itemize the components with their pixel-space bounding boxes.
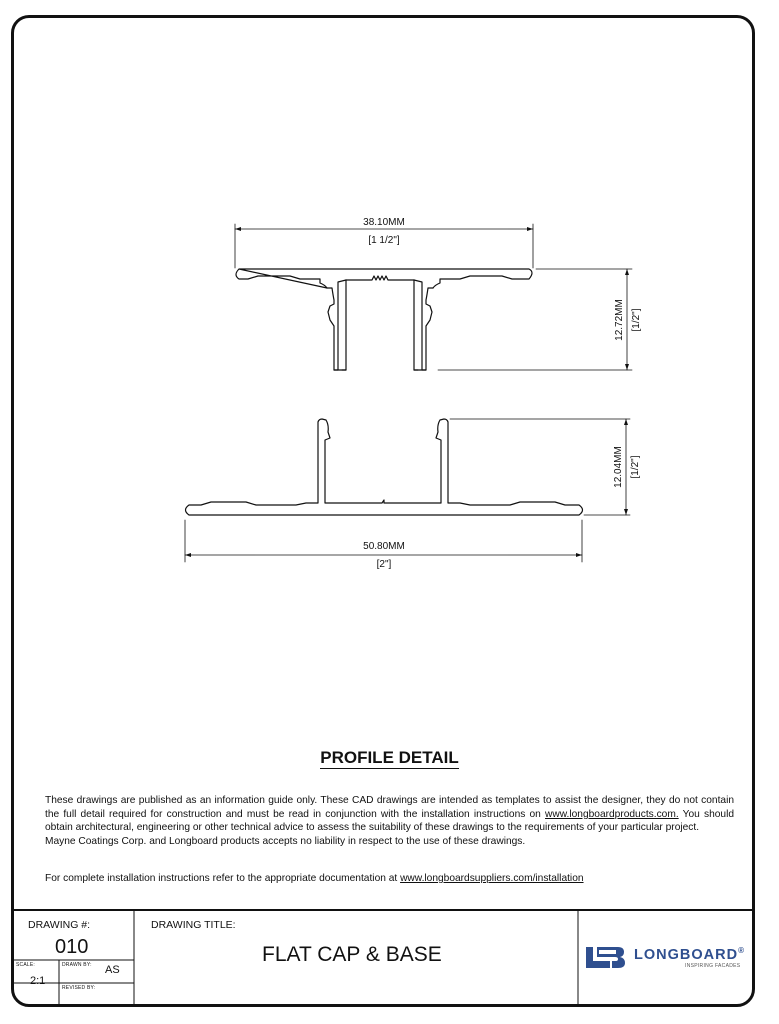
- logo-wordmark: LONGBOARD®: [634, 946, 745, 963]
- base-width-mm: 50.80MM: [363, 541, 405, 552]
- dimension-lines: [185, 224, 632, 562]
- revised-by-label: REVISED BY:: [62, 985, 96, 991]
- longboardproducts-link[interactable]: www.longboardproducts.com.: [545, 808, 679, 820]
- section-title: PROFILE DETAIL: [320, 748, 459, 767]
- logo-tagline: INSPIRING FACADES: [685, 963, 741, 969]
- drawing-number: 010: [55, 936, 89, 958]
- drawing-title: FLAT CAP & BASE: [262, 943, 442, 966]
- base-width-in: [2"]: [376, 559, 392, 570]
- cap-width-in: [1 1/2"]: [368, 235, 400, 246]
- base-height-mm: 12.04MM: [613, 446, 624, 488]
- disclaimer-text: These drawings are published as an information guide only. These CAD drawings are intended as templates to assist the designer, they do not contain the full detail required for construction and must be read in conjunction with the installation instructions on www.longboardproducts.com. You should obtain architectural, engineering or other technical advice to assess the suitability of these drawings to the requirements of your particular project. Mayne Coatings Corp. and Longboard products accepts no liability in respect to the use of these drawings.: [45, 795, 735, 847]
- installation-link[interactable]: www.longboardsuppliers.com/installation: [400, 873, 584, 884]
- base-profile: [186, 419, 583, 515]
- longboard-logo-icon: [586, 947, 625, 968]
- base-height-in: [1/2"]: [630, 455, 641, 479]
- cap-profile: [236, 269, 532, 370]
- scale-value: 2:1: [30, 975, 46, 987]
- dimension-arrows: [185, 227, 629, 557]
- cap-width-mm: 38.10MM: [363, 217, 405, 228]
- scale-label: SCALE:: [16, 962, 35, 968]
- drawn-by-label: DRAWN BY:: [62, 962, 92, 968]
- drawn-by-value: AS: [105, 964, 120, 976]
- cap-height-mm: 12.72MM: [614, 299, 625, 341]
- drawing-title-label: DRAWING TITLE:: [151, 919, 236, 931]
- drawing-number-label: DRAWING #:: [28, 919, 91, 931]
- installation-note: For complete installation instructions refer to the appropriate documentation at www.longboardsuppliers.com/installation: [45, 873, 584, 884]
- cap-height-in: [1/2"]: [631, 308, 642, 332]
